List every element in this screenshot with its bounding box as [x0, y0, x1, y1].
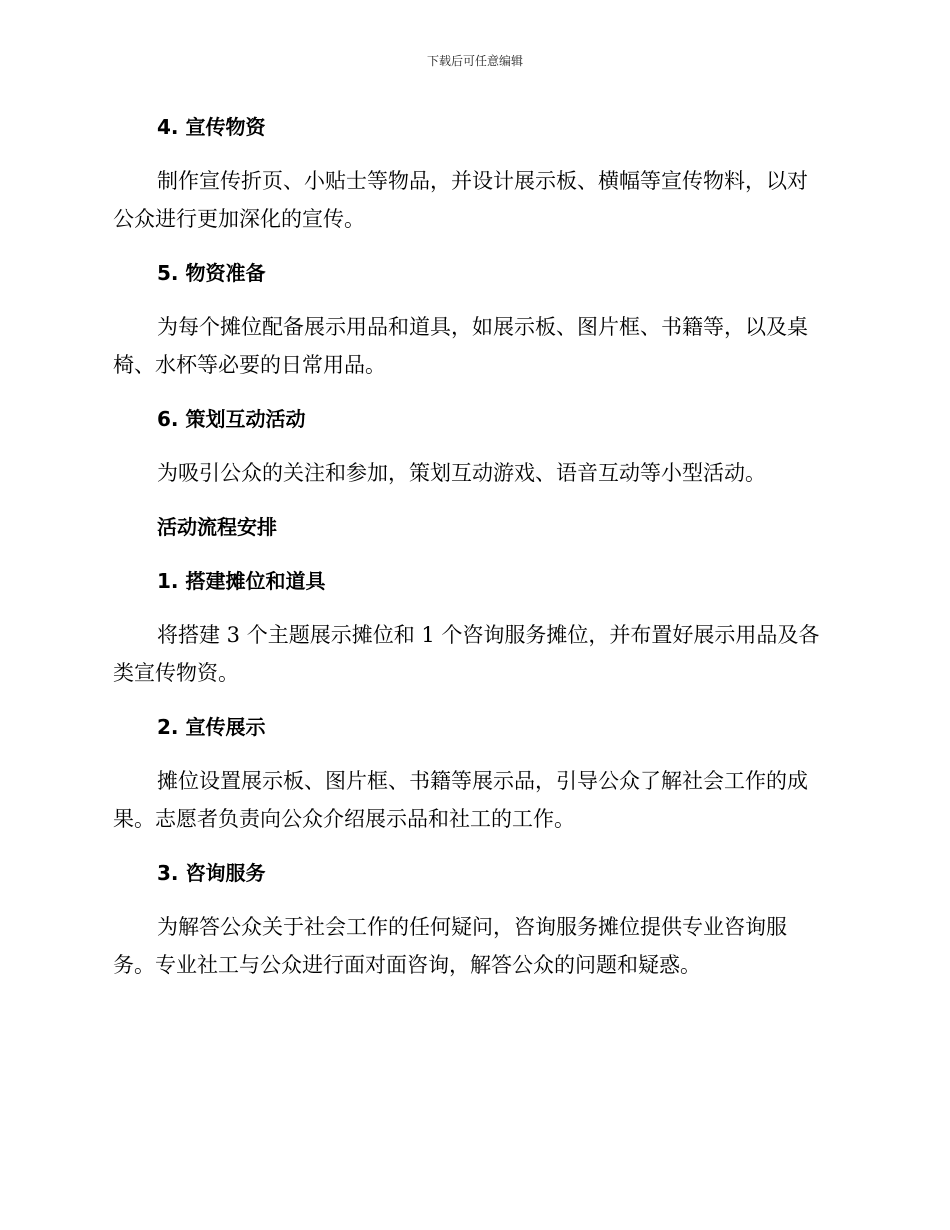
document-body — [113, 108, 833, 984]
section-paragraph — [113, 454, 833, 492]
section-heading: 6. 策划互动活动 — [157, 407, 306, 431]
section-heading: 3. 咨询服务 — [157, 861, 266, 885]
section-heading: 5. 物资准备 — [157, 261, 266, 285]
section-paragraph — [113, 162, 833, 238]
section-paragraph — [113, 308, 833, 384]
paragraph-line: 椅、水杯等必要的日常用品。 — [113, 353, 386, 377]
section-paragraph — [113, 908, 833, 984]
paragraph-line: 务。专业社工与公众进行面对面咨询，解答公众的问题和疑惑。 — [113, 953, 701, 977]
paragraph-line: 类宣传物资。 — [113, 661, 239, 685]
section-heading: 1. 搭建摊位和道具 — [157, 569, 326, 593]
section-heading: 活动流程安排 — [157, 515, 277, 539]
paragraph-line: 为每个摊位配备展示用品和道具，如展示板、图片框、书籍等，以及桌 — [157, 315, 808, 339]
paragraph-line: 摊位设置展示板、图片框、书籍等展示品，引导公众了解社会工作的成 — [157, 769, 808, 793]
paragraph-line: 将搭建 3 个主题展示摊位和 1 个咨询服务摊位，并布置好展示用品及各 — [157, 623, 820, 647]
paragraph-line: 果。志愿者负责向公众介绍展示品和社工的工作。 — [113, 807, 575, 831]
section-heading: 2. 宣传展示 — [157, 715, 266, 739]
section-paragraph — [113, 616, 833, 692]
paragraph-line: 为解答公众关于社会工作的任何疑问，咨询服务摊位提供专业咨询服 — [157, 915, 787, 939]
section-paragraph — [113, 762, 833, 838]
paragraph-line: 公众进行更加深化的宣传。 — [113, 207, 365, 231]
section-heading: 4. 宣传物资 — [157, 115, 266, 139]
paragraph-line: 制作宣传折页、小贴士等物品，并设计展示板、横幅等宣传物料，以对 — [157, 169, 808, 193]
paragraph-line: 为吸引公众的关注和参加，策划互动游戏、语音互动等小型活动。 — [157, 461, 766, 485]
page-header: 下载后可任意编辑 — [426, 54, 523, 68]
